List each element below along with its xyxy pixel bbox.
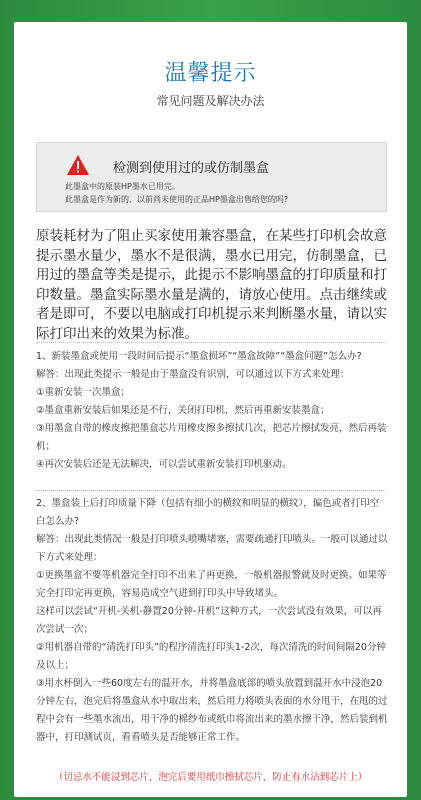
warning-note: （切忌水不能浸到芯片，泡完后要用纸巾擦拭芯片，防止有水沾到芯片上） — [53, 772, 368, 783]
warning-title: 检测到使用过的或仿制墨盒 — [113, 161, 270, 176]
faq-step: ①重新安装一次墨盒； — [36, 387, 131, 398]
faq-step: ③用水杯倒入一些60度左右的温开水，并将墨盒底部的喷头放置到温开水中浸泡20分钟左右，泡完后将墨盒从水中取出来，然后用力将喷头表面的水分甩干，在甩的过程中会有一些墨水流出，用干净的棉纱布或纸巾将流出来的墨水擦干净，然后装到机器中，打印测试页，看看喷头是否能够正常工作。 — [36, 678, 388, 743]
faq-step: ②用机器自带的“清洗打印头”的程序清洗打印头1-2次，每次清洗的时间间隔20分钟及以上； — [36, 642, 386, 671]
faq-step: ①更换墨盒不要等机器完全打印不出来了再更换，一般机器报警就及时更换。如果等完全打印完再更换，容易造成空气进到打印头中导致堵头。 — [36, 570, 387, 599]
ink-warning-dialog — [36, 142, 387, 212]
faq-section-2 — [36, 495, 388, 747]
divider — [36, 490, 386, 491]
faq-step: ③用墨盒自带的橡皮擦把墨盒芯片用橡皮擦多擦拭几次，把芯片擦拭发亮，然后再装机； — [36, 423, 387, 452]
warning-line-1: 此墨盒中的原装HP墨水已用完。 — [65, 182, 180, 191]
faq-step: ②墨盒重新安装后如果还是不行，关闭打印机，然后再重新安装墨盒； — [36, 405, 330, 416]
tips-card — [14, 22, 407, 797]
faq-step: ④再次安装后还是无法解决，可以尝试重新安装打印机驱动。 — [36, 459, 292, 470]
warning-triangle-icon — [67, 155, 89, 175]
faq-section-1 — [36, 348, 388, 474]
page-subtitle: 常见问题及解决办法 — [156, 94, 265, 108]
faq-answer-1: 解答：出现此类提示一般是由于墨盒没有识别，可以通过以下方式来处理： — [36, 369, 350, 380]
page-title: 温馨提示 — [164, 61, 257, 86]
divider — [36, 342, 386, 343]
faq-answer-2: 解答：出现此类情况一般是打印喷头喷嘴堵塞，需要疏通打印喷头。一般可以通过以下方式来处理： — [36, 534, 388, 563]
intro-paragraph: 原装耗材为了阻止买家使用兼容墨盒，在某些打印机会故意提示墨水量少，墨水不是很满，墨水已用完，仿制墨盒，已用过的墨盒等类是提示，此提示不影响墨盒的打印质量和打印数量。墨盒实际墨水量是满的，请放心使用。点击继续或者是即可，不要以电脑或打印机提示来判断墨水量，请以实际打印出来的效果为标准。 — [36, 228, 387, 342]
warning-line-2: 此墨盒是作为新的、以前尚未使用的正品HP墨盒出售给您的吗? — [65, 195, 289, 204]
faq-question-1: 1、新装墨盒或使用一段时间后提示“墨盒损坏”“墨盒故障”“墨盒问题”怎么办? — [36, 351, 362, 362]
faq-step: 这样可以尝试“开机-关机-静置20分钟-开机”这种方式，一次尝试没有效果，可以再次尝试一次； — [36, 606, 382, 635]
faq-question-2: 2、墨盒装上后打印质量下降（包括有细小的横纹和明显的横纹），偏色或者打印空白怎么办? — [36, 498, 380, 527]
